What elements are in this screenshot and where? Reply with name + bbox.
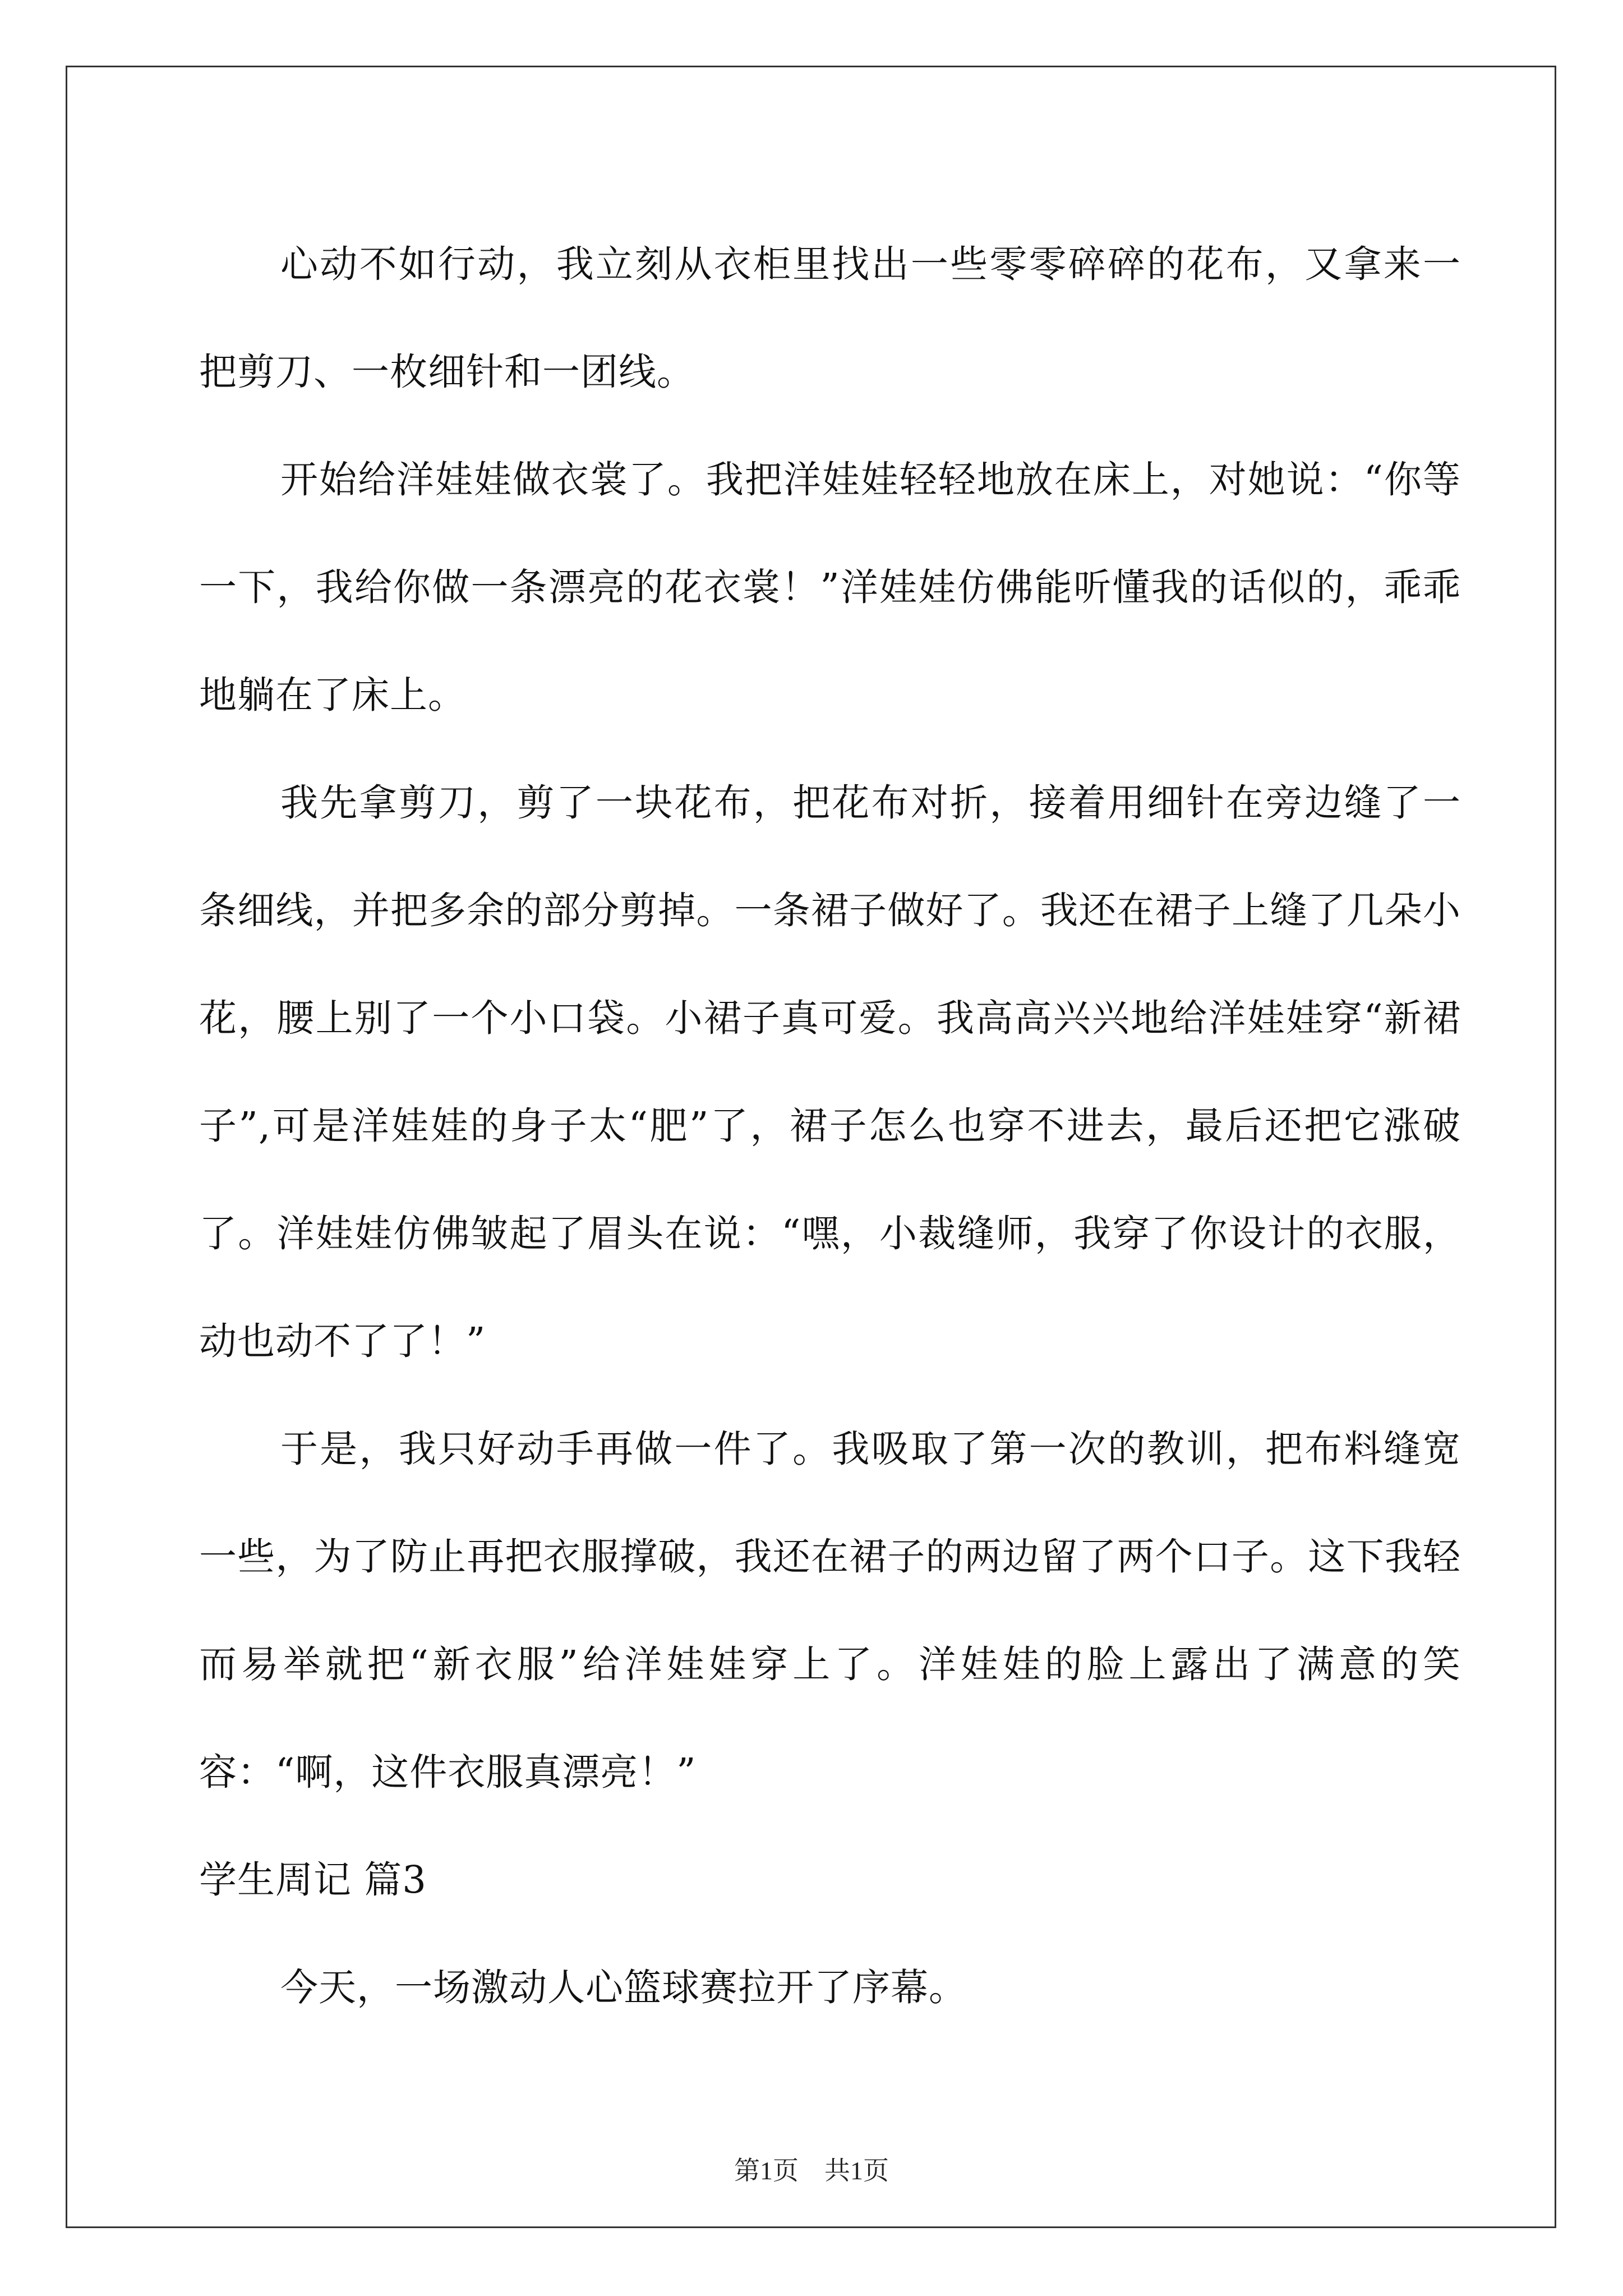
section-heading: 学生周记 篇3: [199, 1858, 427, 1902]
paragraph-3: 我先拿剪刀，剪了一块花布，把花布对折，接着用细针在旁边缝了一条细线，并把多余的部分剪掉。一条裙子做好了。我还在裙子上缝了几朵小花，腰上别了一个小口袋。小裙子真可爱。我高高兴兴地给洋娃娃穿“新裙子”,可是洋娃娃的身子太“肥”了，裙子怎么也穿不进去，最后还把它涨破了。洋娃娃仿佛皱起了眉头在说：“嘿，小裁缝师，我穿了你设计的衣服，动也动不了了！”: [199, 781, 1461, 1363]
paragraph-4: 于是，我只好动手再做一件了。我吸取了第一次的教训，把布料缝宽一些，为了防止再把衣服撑破，我还在裙子的两边留了两个口子。这下我轻而易举就把“新衣服”给洋娃娃穿上了。洋娃娃的脸上露出了满意的笑容：“啊，这件衣服真漂亮！”: [199, 1427, 1461, 1794]
paragraph-2: 开始给洋娃娃做衣裳了。我把洋娃娃轻轻地放在床上，对她说：“你等一下，我给你做一条漂亮的花衣裳！”洋娃娃仿佛能听懂我的话似的，乖乖地躺在了床上。: [199, 458, 1461, 717]
paragraph-1: 心动不如行动，我立刻从衣柜里找出一些零零碎碎的花布，又拿来一把剪刀、一枚细针和一团线。: [199, 242, 1461, 394]
document-body: [199, 210, 1461, 2041]
paragraph-5: 今天，一场激动人心篮球赛拉开了序幕。: [280, 1966, 967, 2009]
page-footer: 第1页 共1页: [734, 2156, 889, 2185]
